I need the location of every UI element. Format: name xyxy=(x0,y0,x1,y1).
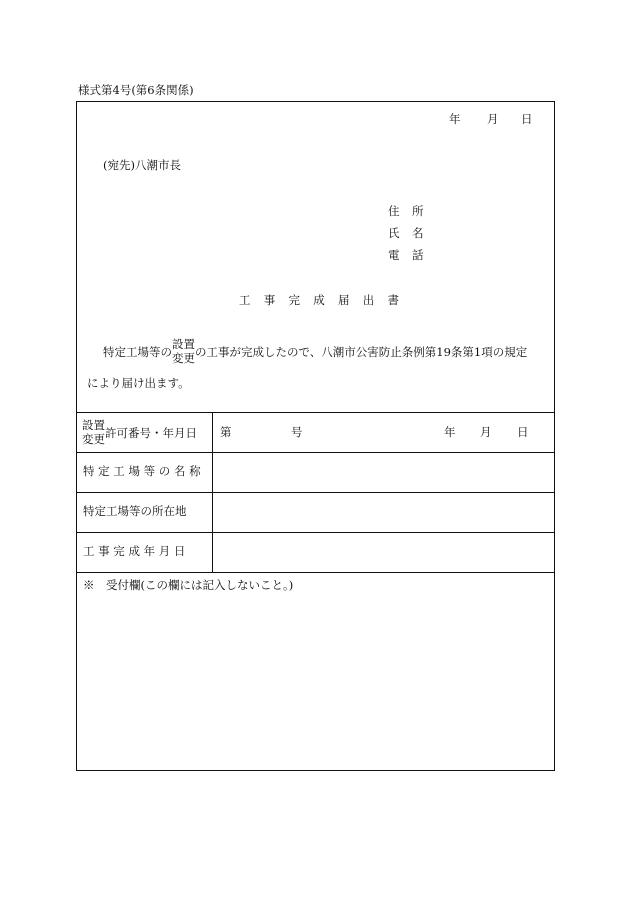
option-change: 変更 xyxy=(82,431,105,446)
permit-option-stack xyxy=(82,419,105,447)
body-option-stack xyxy=(172,338,195,366)
document-title xyxy=(239,295,399,307)
date-year-label: 年 xyxy=(449,112,461,126)
name-label-2: 名 xyxy=(412,226,424,240)
reception-area xyxy=(78,597,552,767)
option-change: 変更 xyxy=(172,350,195,365)
option-install: 設置 xyxy=(172,337,195,351)
title-char: 完 xyxy=(288,293,300,307)
date-day-label: 日 xyxy=(521,112,533,126)
title-char: 成 xyxy=(313,293,325,307)
completion-date-field[interactable] xyxy=(213,533,553,571)
date-month-label: 月 xyxy=(487,112,499,126)
addressee: (宛先)八潮市長 xyxy=(103,158,181,172)
permit-month: 月 xyxy=(480,425,492,439)
permit-number-label xyxy=(82,419,197,447)
permit-day: 日 xyxy=(517,425,529,439)
body-suffix: の工事が完成したので、八潮市公害防止条例第19条第1項の規定 xyxy=(195,344,528,359)
title-char: 書 xyxy=(387,293,399,307)
facility-name-label: 特 定 工 場 等 の 名 称 xyxy=(83,464,201,478)
reception-note: ※ 受付欄(この欄には記入しないこと。) xyxy=(83,578,294,592)
completion-date-label: 工 事 完 成 年 月 日 xyxy=(83,544,186,558)
phone-label-2: 話 xyxy=(412,248,424,262)
option-install: 設置 xyxy=(82,418,105,432)
form-frame xyxy=(76,101,555,771)
body-prefix: 特定工場等の xyxy=(103,344,172,359)
permit-year: 年 xyxy=(444,425,456,439)
title-char: 出 xyxy=(362,293,375,307)
table-bottom-line xyxy=(77,572,554,573)
title-char: 工 xyxy=(239,293,251,307)
permit-dai: 第 xyxy=(220,425,232,439)
facility-location-field[interactable] xyxy=(213,493,553,531)
permit-go: 号 xyxy=(291,425,303,439)
title-char: 届 xyxy=(338,293,350,307)
table-top-line xyxy=(77,412,554,413)
facility-location-label: 特定工場等の所在地 xyxy=(83,504,187,518)
title-char: 事 xyxy=(263,293,276,307)
address-label-1: 住 xyxy=(388,204,400,218)
form-number-label: 様式第4号(第6条関係) xyxy=(78,83,194,97)
body-line-1 xyxy=(103,338,527,366)
facility-name-field[interactable] xyxy=(213,453,553,491)
body-line-2: により届け出ます。 xyxy=(87,376,190,390)
phone-label-1: 電 xyxy=(388,248,400,262)
name-label-1: 氏 xyxy=(388,226,400,240)
permit-label-text: 許可番号・年月日 xyxy=(105,425,197,440)
address-label-2: 所 xyxy=(412,204,424,218)
